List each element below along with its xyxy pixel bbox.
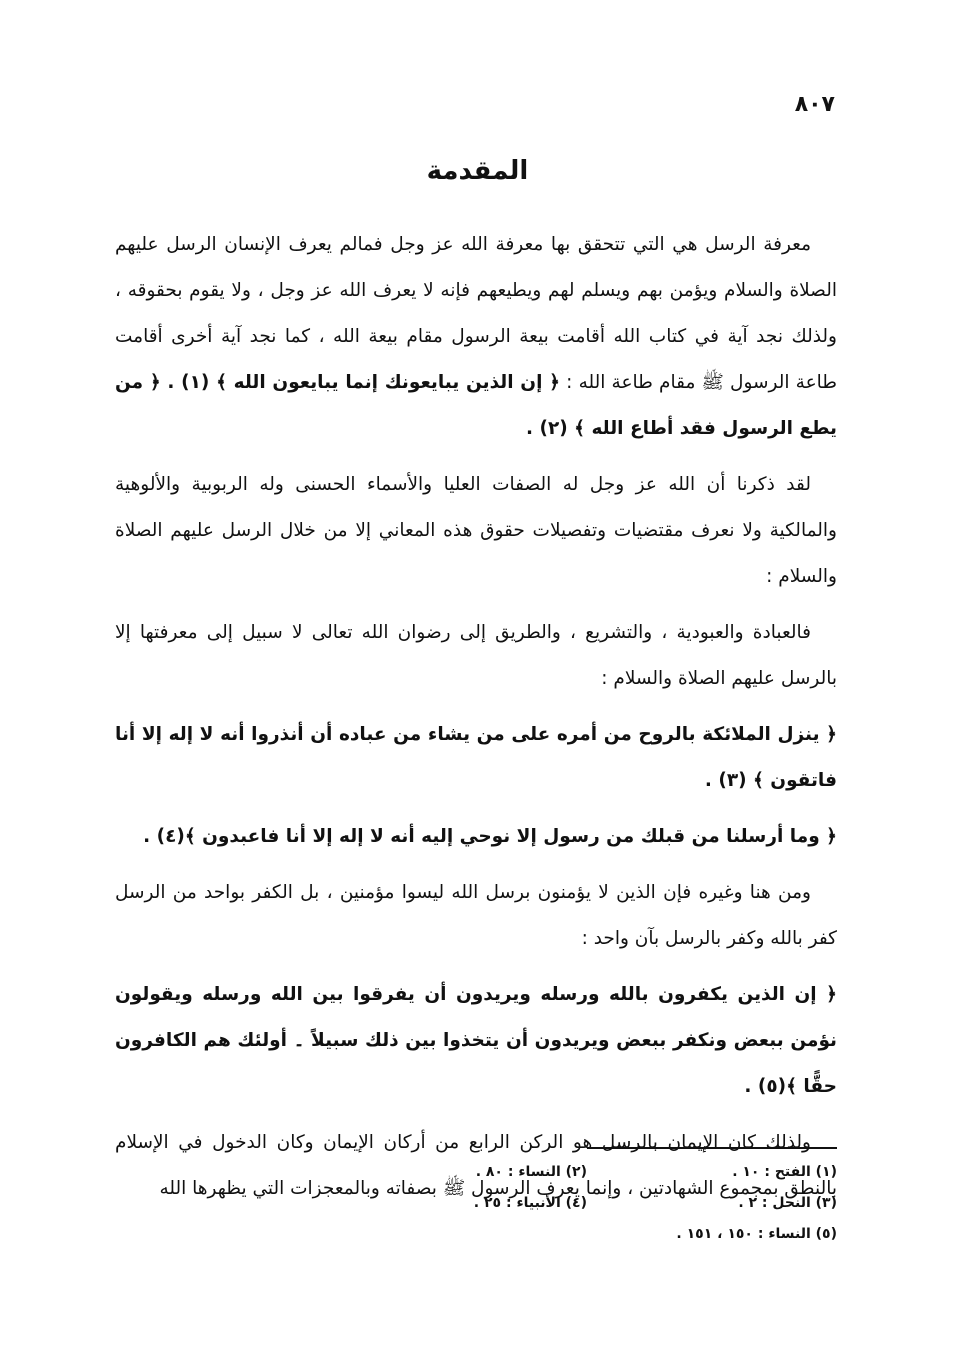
paragraph-5: ولذلك كان الإيمان بالرسل هو الركن الرابع من أركان الإيمان وكان الدخول في الإسلام بالنطق بمجموع الشهادتين ، وإنما يعرف الرسول ﷺ بصفاته وبالمعجزات التي يظهرها الله xyxy=(115,1132,837,1199)
paragraph-1-text: معرفة الرسل هي التي تتحقق بها معرفة الله عز وجل فمالم يعرف الإنسان الرسل عليهم الصلاة والسلام ويؤمن بهم ويسلم لهم ويطيعهم فإنه لا يعرف الله عز وجل ، ولا يقوم بحقوقه ، ولذلك نجد آية في كتاب الله أقامت بيعة الرسول مقام بيعة الله ، كما نجد آية أخرى أقامت طاعة الرسول ﷺ مقام طاعة الله : xyxy=(115,234,838,393)
footnote-5: (٥) النساء : ١٥٠ ، ١٥١ . xyxy=(676,1226,837,1242)
quran-quote-1-2: ﴿ إن الذين يبايعونك إنما يبايعون الله ﴾ (١) . ﴿ من يطع الرسول فقد أطاع الله ﴾ (٢) . xyxy=(115,372,837,439)
page-title: المقدمة xyxy=(426,156,529,186)
page-number: ٨٠٧ xyxy=(794,92,835,117)
footnote-divider xyxy=(587,1147,837,1149)
quran-quote-4: ﴿ وما أرسلنا من قبلك من رسول إلا نوحي إليه أنه لا إله إلا أنا فاعبدون ﴾(٤) . xyxy=(143,826,837,847)
quran-quote-5: ﴿ إن الذين يكفرون بالله ورسله ويريدون أن يفرقوا بين الله ورسله ويقولون نؤمن ببعض ونكفر ببعض ويريدون أن يتخذوا بين ذلك سبيلاً ۔ أولئك هم الكافرون حقًّا ﴾(٥) . xyxy=(115,984,837,1097)
footnote-row-2 xyxy=(115,1188,837,1219)
paragraph-1 xyxy=(115,222,837,452)
paragraph-4: ومن هنا وغيره فإن الذين لا يؤمنون برسل الله ليسوا مؤمنين ، بل الكفر بواحد من الرسل كفر بالله وكفر بالرسل بآن واحد : xyxy=(115,882,837,949)
footnote-3: (٣) النحل : ٢ . xyxy=(738,1195,837,1211)
footnotes xyxy=(115,1157,837,1250)
footnote-row-1 xyxy=(115,1157,837,1188)
footnote-4: (٤) الأنبياء : ٢٥ . xyxy=(473,1195,587,1211)
paragraph-3: فالعبادة والعبودية ، والتشريع ، والطريق إلى رضوان الله تعالى لا سبيل إلى معرفتها إلا بالرسل عليهم الصلاة والسلام : xyxy=(115,622,837,689)
footnote-1: (١) الفتح : ١٠ . xyxy=(732,1164,837,1180)
footnote-row-3 xyxy=(115,1219,837,1250)
paragraph-2: لقد ذكرنا أن الله عز وجل له الصفات العليا والأسماء الحسنى وله الربوبية والألوهية والمالكية ولا نعرف مقتضيات وتفصيلات حقوق هذه المعاني إلا من خلال الرسل عليهم الصلاة والسلام : xyxy=(115,474,837,587)
quran-quote-3: ﴿ ينزل الملائكة بالروح من أمره على من يشاء من عباده أن أنذروا أنه لا إله إلا أنا فاتقون ﴾ (٣) . xyxy=(115,724,837,791)
footnote-2: (٢) النساء : ٨٠ . xyxy=(475,1164,587,1180)
body-text xyxy=(115,222,837,1222)
